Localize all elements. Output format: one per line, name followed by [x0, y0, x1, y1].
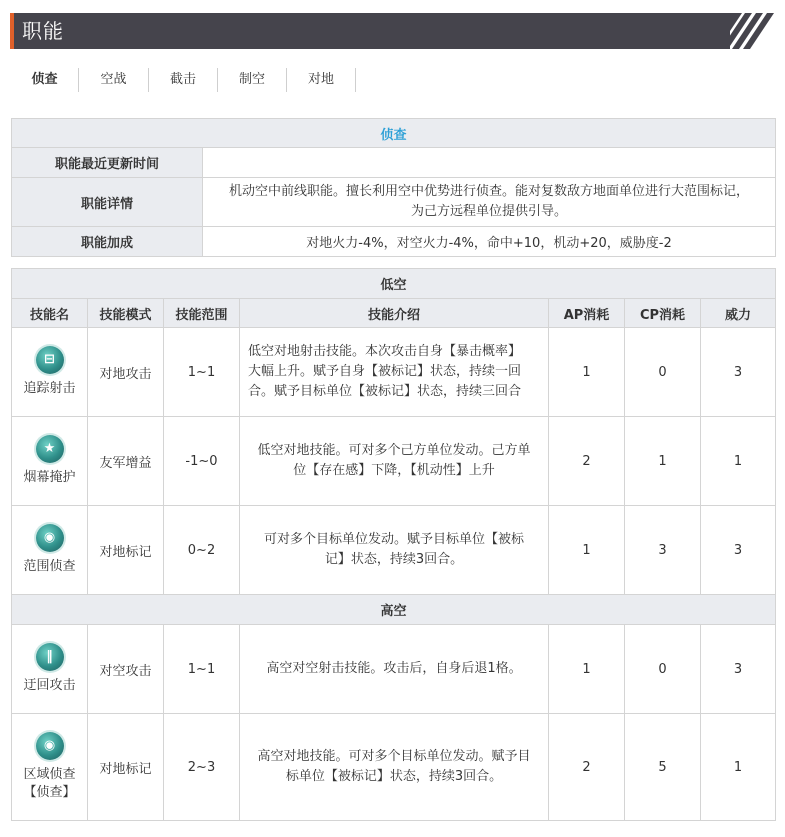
role-tabs	[11, 68, 356, 92]
tab-recon[interactable]: 侦查	[11, 68, 79, 92]
skill-description	[240, 328, 549, 417]
desc-line: 记】状态，持续3回合。	[324, 552, 464, 567]
desc-line: 高空对空射击技能。攻击后，自身后退1格。	[266, 661, 522, 676]
skill-mode: 对地标记	[88, 714, 164, 821]
pause-icon: ‖	[36, 643, 64, 671]
skill-cp: 0	[625, 328, 701, 417]
skill-power: 3	[701, 625, 776, 714]
skill-name-cell	[12, 625, 88, 714]
role-detail-label: 职能详情	[12, 178, 203, 227]
role-detail-line: 为己方远程单位提供引导。	[411, 204, 568, 219]
radar-icon: ◉	[36, 524, 64, 552]
skill-name: 区域侦查	[23, 767, 76, 782]
table-row	[12, 506, 776, 595]
skill-cp: 0	[625, 625, 701, 714]
skill-mode: 对地攻击	[88, 328, 164, 417]
desc-line: 低空对地射击技能。本次攻击自身【暴击概率】	[248, 344, 522, 359]
skill-range: -1~0	[164, 417, 240, 506]
page-title: 职能	[22, 19, 64, 43]
column-header: 威力	[701, 299, 776, 328]
column-header: 技能模式	[88, 299, 164, 328]
skill-cp: 1	[625, 417, 701, 506]
section-title-low-altitude: 低空	[12, 269, 776, 299]
skill-name-cell	[12, 417, 88, 506]
skill-ap: 1	[549, 328, 625, 417]
skill-power: 3	[701, 328, 776, 417]
skills-table	[11, 268, 776, 821]
skill-cp: 3	[625, 506, 701, 595]
skill-mode: 对地标记	[88, 506, 164, 595]
column-header: AP消耗	[549, 299, 625, 328]
skill-cp: 5	[625, 714, 701, 821]
skill-description	[240, 625, 549, 714]
column-header: 技能名	[12, 299, 88, 328]
desc-line: 低空对地技能。可对多个己方单位发动。己方单	[257, 443, 531, 458]
tab-air-combat[interactable]: 空战	[79, 68, 149, 92]
info-table-title: 侦查	[12, 119, 776, 148]
tab-intercept[interactable]: 截击	[149, 68, 218, 92]
star-icon: ★	[36, 435, 64, 463]
skill-range: 1~1	[164, 625, 240, 714]
column-header: CP消耗	[625, 299, 701, 328]
table-row	[12, 328, 776, 417]
skill-range: 0~2	[164, 506, 240, 595]
skill-range: 2~3	[164, 714, 240, 821]
skill-mode: 对空攻击	[88, 625, 164, 714]
column-header: 技能范围	[164, 299, 240, 328]
skill-description	[240, 714, 549, 821]
skill-ap: 1	[549, 506, 625, 595]
update-time-label: 职能最近更新时间	[12, 148, 203, 178]
column-header: 技能介绍	[240, 299, 549, 328]
update-time-value	[203, 148, 776, 178]
role-bonus-value: 对地火力-4%，对空火力-4%，命中+10，机动+20，威胁度-2	[203, 227, 776, 257]
table-row	[12, 714, 776, 821]
role-bonus-label: 职能加成	[12, 227, 203, 257]
role-detail-line: 机动空中前线职能。擅长利用空中优势进行侦查。能对复数敌方地面单位进行大范围标记，	[229, 184, 750, 199]
skill-name-cell	[12, 714, 88, 821]
skill-mode: 友军增益	[88, 417, 164, 506]
section-banner	[10, 13, 775, 49]
skill-power: 1	[701, 714, 776, 821]
role-info-table	[11, 118, 776, 257]
banner-shape	[10, 13, 775, 49]
role-detail-value	[203, 178, 776, 227]
skill-ap: 2	[549, 714, 625, 821]
table-row	[12, 625, 776, 714]
skill-power: 3	[701, 506, 776, 595]
desc-line: 大幅上升。赋予自身【被标记】状态，持续一回	[248, 364, 522, 379]
section-title-high-altitude: 高空	[12, 595, 776, 625]
desc-line: 标单位【被标记】状态，持续3回合。	[285, 769, 503, 784]
skill-ap: 2	[549, 417, 625, 506]
desc-line: 位【存在感】下降，【机动性】上升	[293, 463, 495, 478]
skill-range: 1~1	[164, 328, 240, 417]
radar-icon: ◉	[36, 732, 64, 760]
skill-name: 迂回攻击	[23, 678, 76, 693]
skill-name: 烟幕掩护	[23, 470, 76, 485]
skill-description	[240, 417, 549, 506]
skill-name-cell	[12, 506, 88, 595]
desc-line: 可对多个目标单位发动。赋予目标单位【被标	[263, 532, 524, 547]
skill-name: 范围侦查	[23, 559, 76, 574]
desc-line: 高空对地技能。可对多个目标单位发动。赋予目	[257, 749, 531, 764]
skill-name: 追踪射击	[23, 381, 76, 396]
table-row	[12, 417, 776, 506]
skill-ap: 1	[549, 625, 625, 714]
desc-line: 合。赋予目标单位【被标记】状态，持续三回合	[248, 384, 522, 399]
skill-description	[240, 506, 549, 595]
skill-power: 1	[701, 417, 776, 506]
skill-name-cell	[12, 328, 88, 417]
skill-name-suffix: 【侦查】	[23, 785, 76, 800]
tab-ground-attack[interactable]: 对地	[287, 68, 356, 92]
target-icon: ⊟	[36, 346, 64, 374]
tab-air-superiority[interactable]: 制空	[218, 68, 287, 92]
